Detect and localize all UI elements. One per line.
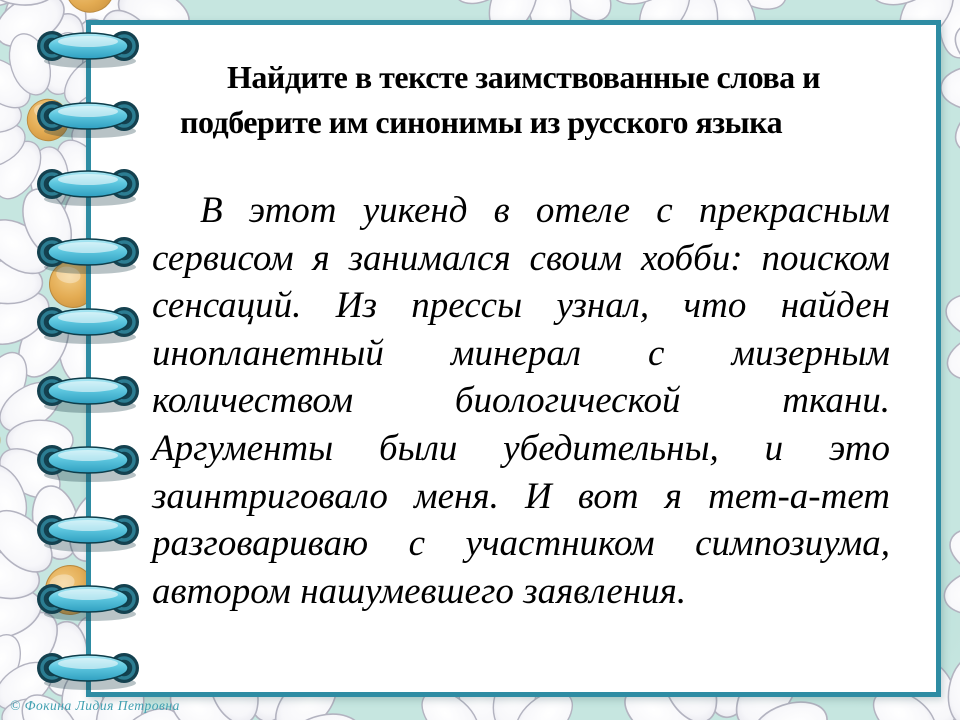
text-line: инопланетный минерал с мизерным <box>152 332 890 374</box>
text-line: Аргументы были убедительны, и это <box>152 427 890 469</box>
text-line: сервисом я занимался своим хобби: поиском <box>152 237 890 279</box>
text-line: сенсаций. Из прессы узнал, что найден <box>152 285 890 327</box>
exercise-text <box>91 187 936 615</box>
slide-title-line-2: подберите им синонимы из русского языка <box>180 104 783 140</box>
slide-title <box>91 55 936 145</box>
text-line: автором нашумевшего заявления. <box>152 570 687 612</box>
text-line: разговариваю с участником симпозиума, <box>152 523 890 565</box>
text-line: количеством биологической ткани. <box>152 380 890 422</box>
slide-title-line-1: Найдите в тексте заимствованные слова и <box>227 59 821 95</box>
copyright-watermark: © Фокина Лидия Петровна <box>10 698 180 713</box>
text-line: В этот уикенд в отеле с прекрасным <box>200 190 890 231</box>
note-card <box>86 20 941 697</box>
text-line: заинтриговало меня. И вот я тет-а-тет <box>152 475 890 517</box>
